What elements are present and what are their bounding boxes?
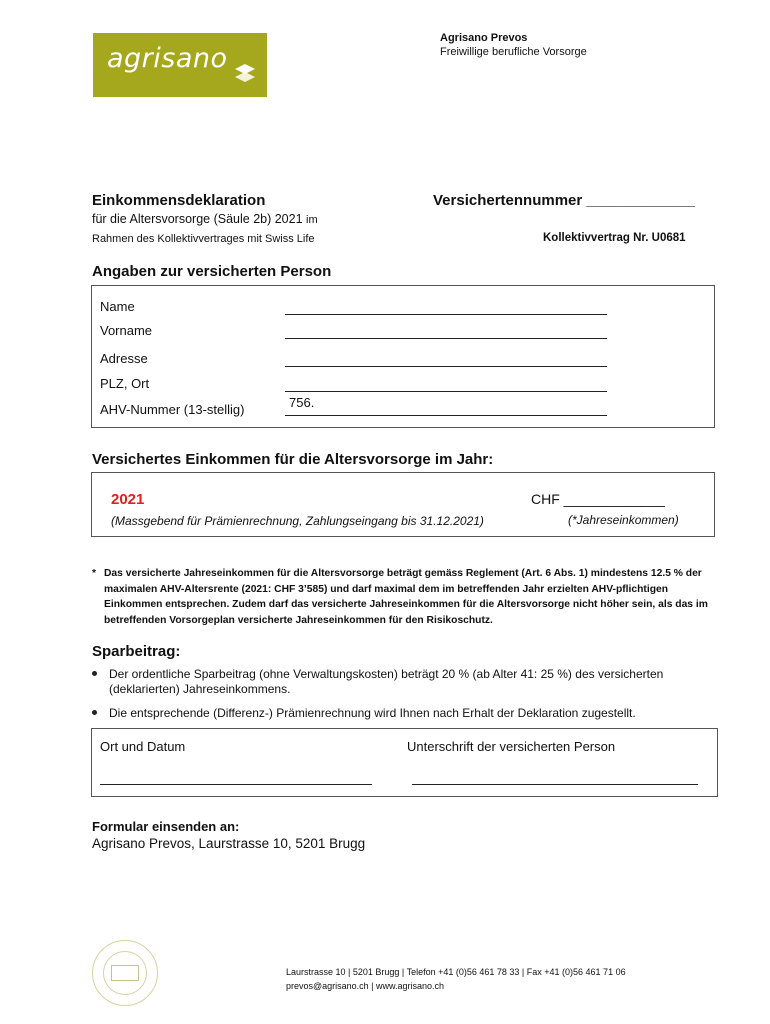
zip-city-label: PLZ, Ort — [100, 376, 150, 391]
org-name: Agrisano Prevos — [440, 32, 528, 44]
income-box — [91, 472, 715, 537]
chf-amount-field[interactable]: CHF _____________ — [531, 491, 665, 507]
footnote-star: * — [92, 568, 97, 579]
form-title: Einkommensdeklaration — [92, 192, 266, 209]
first-name-label: Vorname — [100, 323, 153, 338]
footer-contact-line: Laurstrasse 10 | 5201 Brugg | Telefon +41 (0)56 461 78 33 | Fax +41 (0)56 461 71 06 — [286, 967, 626, 977]
savings-bullet-2 — [92, 706, 702, 721]
ahv-number-field[interactable] — [285, 395, 607, 416]
org-subtitle: Freiwillige berufliche Vorsorge — [440, 46, 587, 58]
send-to-label: Formular einsenden an: — [92, 819, 240, 834]
footer-web-line: prevos@agrisano.ch | www.agrisano.ch — [286, 981, 445, 991]
seal-mark — [111, 965, 139, 981]
bullet-dot-icon — [92, 671, 97, 676]
ahv-number-label: AHV-Nummer (13-stellig) — [100, 402, 245, 417]
form-subtitle-line1: für die Altersvorsorge (Säule 2b) 2021 im — [92, 212, 318, 226]
savings-title: Sparbeitrag: — [92, 643, 181, 660]
insured-number-label[interactable]: Versichertennummer _____________ — [433, 192, 695, 209]
ahv-number-value: 756. — [289, 395, 315, 410]
footnote — [92, 566, 712, 628]
first-name-field[interactable] — [285, 338, 607, 339]
savings-bullet-1-text: Der ordentliche Sparbeitrag (ohne Verwaltungskosten) beträgt 20 % (ab Alter 41: 25 %) des versicherten (deklarierten) Jahreseinkommens. — [109, 667, 664, 696]
name-field[interactable] — [285, 314, 607, 315]
contract-number: Kollektivvertrag Nr. U0681 — [543, 232, 686, 244]
savings-bullet-1 — [92, 667, 702, 697]
person-box — [91, 285, 715, 428]
form-subtitle-line2: Rahmen des Kollektivvertrages mit Swiss Life — [92, 233, 315, 245]
name-label: Name — [100, 299, 135, 314]
footer — [286, 965, 626, 993]
person-section-title: Angaben zur versicherten Person — [92, 263, 332, 280]
basis-note: (Massgebend für Prämienrechnung, Zahlungseingang bis 31.12.2021) — [111, 514, 484, 528]
bullet-dot-icon — [92, 710, 97, 715]
signature-label: Unterschrift der versicherten Person — [407, 739, 616, 754]
income-section-title: Versichertes Einkommen für die Altersvorsorge im Jahr: — [92, 451, 494, 468]
logo-arrows-icon — [233, 63, 259, 85]
agrisano-logo — [93, 33, 267, 97]
signature-box — [91, 728, 718, 797]
zip-city-field[interactable] — [285, 391, 607, 392]
send-to-address: Agrisano Prevos, Laurstrasse 10, 5201 Brugg — [92, 836, 366, 851]
quality-seal-icon — [92, 940, 158, 1006]
place-date-field[interactable] — [100, 784, 372, 785]
signature-field[interactable] — [412, 784, 698, 785]
address-label: Adresse — [100, 351, 148, 366]
savings-bullet-2-text: Die entsprechende (Differenz-) Prämienrechnung wird Ihnen nach Erhalt der Deklaration zugestellt. — [109, 706, 636, 720]
annual-income-note: (*Jahreseinkommen) — [568, 513, 679, 527]
address-field[interactable] — [285, 366, 607, 367]
logo-text: agrisano — [107, 43, 228, 74]
income-year: 2021 — [111, 491, 145, 508]
footnote-text: Das versicherte Jahreseinkommen für die Altersvorsorge beträgt gemäss Reglement (Art. 6 Abs. 1) mindestens 12.5 % der maximalen AHV-Altersrente (2021: CHF 3’585) und darf maximal dem im betreffenden Jahr erzielten AHV-pflichtigen Einkommen entsprechen. Zudem darf das versicherte Jahreseinkommen für die Altersvorsorge nicht höher sein, als das im betreffenden Vorsorgeplan versicherte Jahreseinkommen für den Risikoschutz. — [104, 568, 708, 626]
place-date-label: Ort und Datum — [100, 739, 186, 754]
